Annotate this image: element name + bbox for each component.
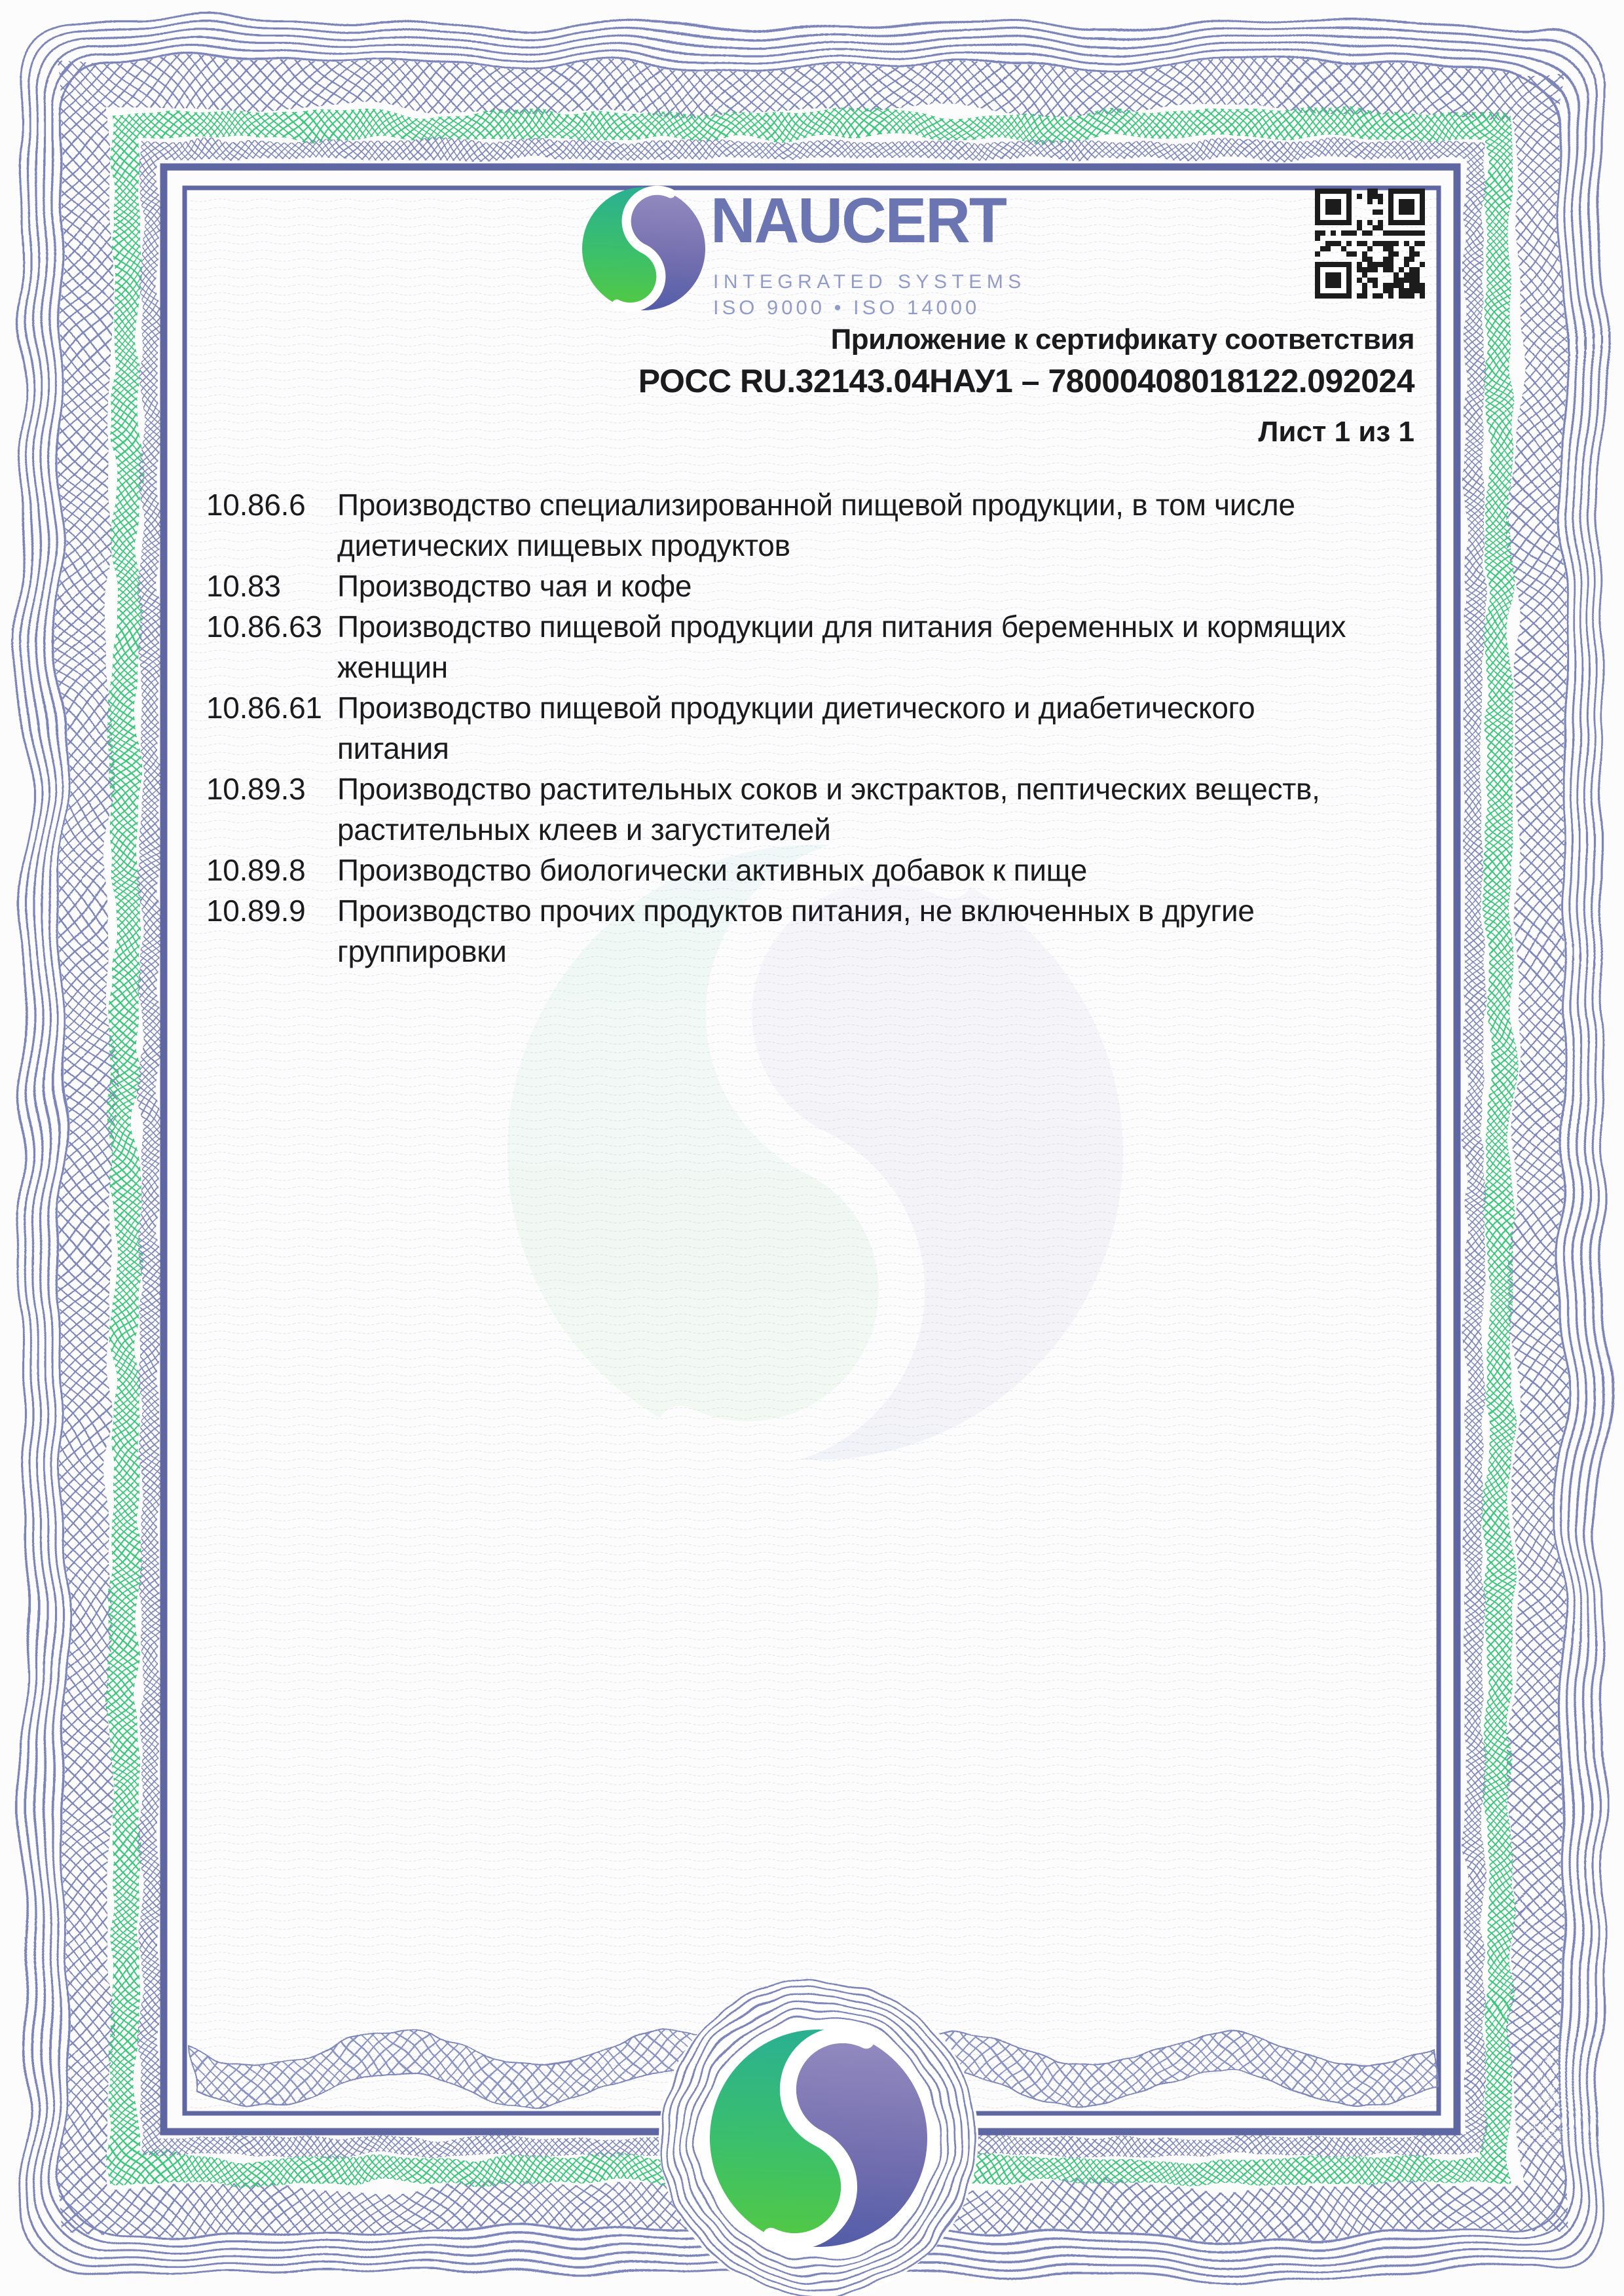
logo-subtitle: INTEGRATED SYSTEMS (713, 271, 1026, 293)
qr-code (1315, 189, 1425, 299)
okved-text: Производство растительных соков и экстрактов, пептических веществ, растительных клеев и загустителей (337, 772, 1320, 847)
rosette-seal (659, 1978, 978, 2296)
okved-row (206, 890, 1424, 972)
okved-code: 10.89.3 (206, 772, 306, 806)
okved-code: 10.86.63 (206, 610, 322, 644)
okved-text: Производство чая и кофе (337, 569, 692, 603)
okved-text: Производство специализированной пищевой продукции, в том числе диетических пищевых продуктов (337, 488, 1295, 562)
okved-code: 10.86.61 (206, 691, 322, 725)
doc-number: РОСС RU.32143.04НАУ1 – 78000408018122.092024 (638, 363, 1414, 399)
okved-row (206, 850, 1424, 890)
okved-row (206, 769, 1424, 850)
okved-text: Производство прочих продуктов питания, не включенных в другие группировки (337, 894, 1255, 968)
okved-row (206, 484, 1424, 566)
okved-code: 10.86.6 (206, 488, 306, 522)
okved-code: 10.89.8 (206, 853, 306, 887)
okved-row (206, 566, 1424, 606)
header-block (638, 323, 1414, 448)
okved-list (206, 484, 1424, 972)
okved-code: 10.83 (206, 569, 281, 603)
okved-row (206, 606, 1424, 687)
doc-title: Приложение к сертификату соответствия (830, 323, 1414, 355)
okved-text: Производство пищевой продукции диетического и диабетического питания (337, 691, 1255, 765)
logo-iso-line: ISO 9000 • ISO 14000 (713, 296, 980, 319)
okved-row (206, 687, 1424, 769)
okved-text: Производство пищевой продукции для питания беременных и кормящих женщин (337, 610, 1346, 684)
doc-sheet: Лист 1 из 1 (1258, 416, 1414, 448)
logo-wordmark: NAUCERT (710, 185, 1006, 256)
okved-code: 10.89.9 (206, 894, 306, 928)
okved-text: Производство биологически активных добавок к пище (337, 853, 1087, 887)
